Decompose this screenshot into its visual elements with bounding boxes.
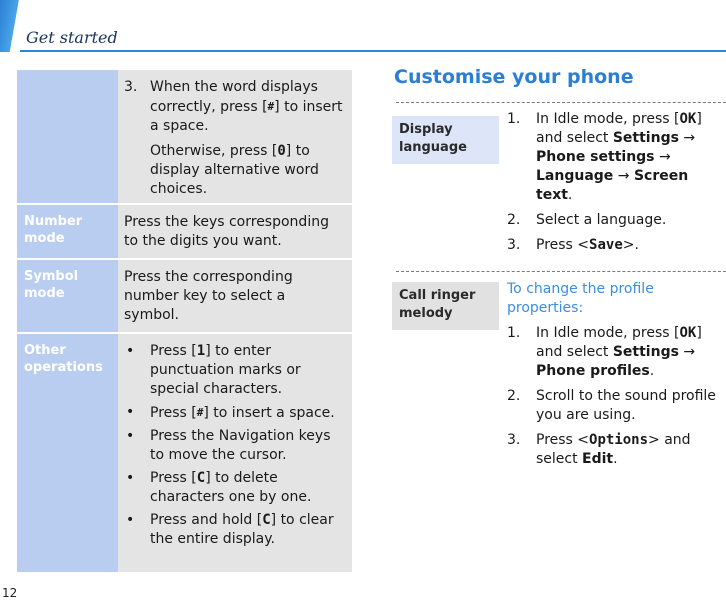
numbered-item: 1. In Idle mode, press [OK] and select Settings → Phone profiles.	[507, 325, 702, 379]
dashed-divider	[396, 102, 726, 103]
numbered-item: 2. Select a language.	[507, 212, 667, 228]
dashed-divider	[396, 271, 726, 272]
header-rule	[20, 50, 726, 52]
page-number: 12	[2, 586, 18, 600]
row-heading: Other operations	[17, 334, 118, 572]
sub-paragraph: Otherwise, press [0] to display alternative word choices.	[150, 143, 319, 197]
section-title: Customise your phone	[394, 66, 634, 88]
call-ringer-heading: Call ringer melody	[392, 282, 499, 330]
numbered-item: 1. In Idle mode, press [OK] and select Settings → Phone settings → Language → Screen text.	[507, 111, 702, 203]
table-row	[17, 205, 352, 260]
row-content	[118, 70, 352, 203]
call-ringer-steps	[507, 280, 726, 475]
row-content: Press the corresponding number key to select a symbol.	[118, 260, 352, 332]
header-accent	[0, 0, 22, 52]
numbered-item: 3. Press <Options> and select Edit.	[507, 432, 691, 467]
table-row	[17, 70, 352, 205]
list-item: • Press the Navigation keys to move the cursor.	[126, 428, 331, 463]
row-heading: Number mode	[17, 205, 118, 258]
row-content: Press the keys corresponding to the digits you want.	[118, 205, 352, 258]
list-item: • Press and hold [C] to clear the entire display.	[126, 512, 334, 547]
table-row	[17, 260, 352, 334]
row-heading-empty	[17, 70, 118, 203]
display-language-heading: Display language	[392, 116, 499, 164]
numbered-item: 2. Scroll to the sound profile you are using.	[507, 388, 716, 423]
list-item: • Press [#] to insert a space.	[126, 404, 335, 421]
list-item: • Press [1] to enter punctuation marks or special characters.	[126, 343, 301, 397]
numbered-item: 3. When the word displays correctly, press [#] to insert a space.	[124, 79, 343, 134]
hash-key-icon: #	[196, 406, 204, 419]
display-language-steps	[507, 110, 726, 261]
table-row	[17, 334, 352, 574]
numbered-item: 3. Press <Save>.	[507, 237, 639, 253]
page-header-title: Get started	[26, 28, 118, 47]
bullet-list	[124, 342, 344, 549]
hash-key-icon: #	[267, 100, 275, 113]
list-item: • Press [C] to delete characters one by one.	[126, 470, 312, 505]
row-content	[118, 334, 352, 572]
intro-text: To change the profile properties:	[507, 281, 654, 316]
row-heading: Symbol mode	[17, 260, 118, 332]
input-modes-table	[17, 70, 352, 574]
